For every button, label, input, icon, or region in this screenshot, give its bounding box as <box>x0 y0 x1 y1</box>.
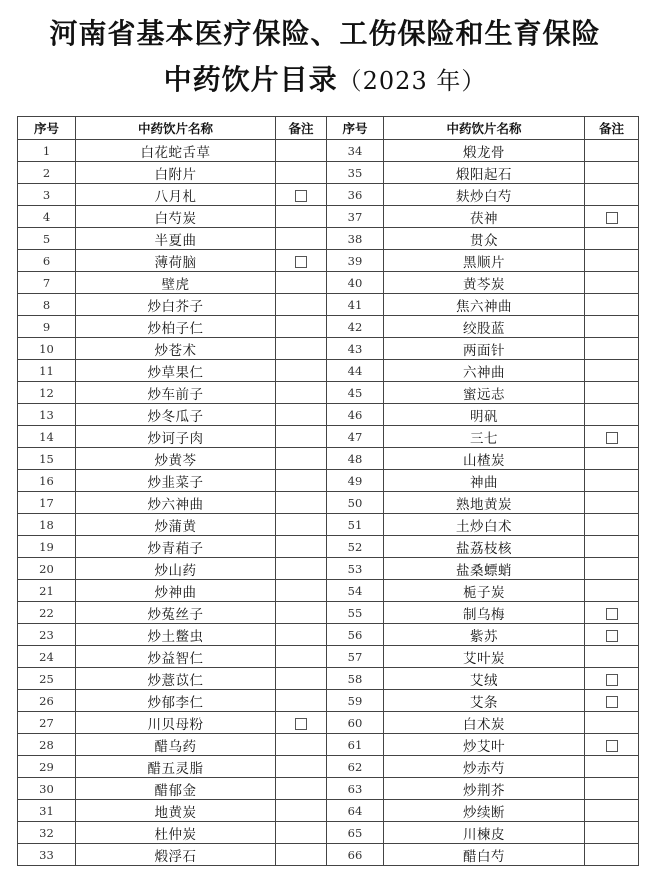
table-row <box>18 316 639 338</box>
herb-name-cell-left: 白芍炭 <box>76 206 276 228</box>
herb-name-cell-left: 炒黄芩 <box>76 448 276 470</box>
seq-cell-right: 65 <box>327 822 384 844</box>
note-cell-left <box>276 800 327 822</box>
table-row <box>18 184 639 206</box>
header-name-left: 中药饮片名称 <box>76 117 276 140</box>
seq-cell-left: 2 <box>18 162 76 184</box>
seq-cell-right: 45 <box>327 382 384 404</box>
seq-cell-left: 7 <box>18 272 76 294</box>
table-body <box>18 140 639 866</box>
note-cell-left <box>276 382 327 404</box>
herb-name-cell-right: 制乌梅 <box>384 602 585 624</box>
herb-name-cell-right: 栀子炭 <box>384 580 585 602</box>
herb-name-cell-left: 地黄炭 <box>76 800 276 822</box>
note-cell-left <box>276 206 327 228</box>
seq-cell-left: 25 <box>18 668 76 690</box>
note-cell-right <box>585 206 639 228</box>
seq-cell-left: 32 <box>18 822 76 844</box>
note-cell-left <box>276 228 327 250</box>
note-cell-right <box>585 712 639 734</box>
note-cell-right <box>585 360 639 382</box>
herb-name-cell-left: 炒车前子 <box>76 382 276 404</box>
note-cell-left <box>276 712 327 734</box>
note-cell-left <box>276 602 327 624</box>
herb-name-cell-right: 黄芩炭 <box>384 272 585 294</box>
note-cell-right <box>585 646 639 668</box>
note-cell-right <box>585 734 639 756</box>
herb-name-cell-left: 炒土鳖虫 <box>76 624 276 646</box>
note-cell-left <box>276 558 327 580</box>
note-cell-left <box>276 184 327 206</box>
seq-cell-left: 6 <box>18 250 76 272</box>
seq-cell-right: 34 <box>327 140 384 162</box>
seq-cell-right: 49 <box>327 470 384 492</box>
note-cell-right <box>585 756 639 778</box>
document-title: 河南省基本医疗保险、工伤保险和生育保险 <box>49 17 601 50</box>
herb-name-cell-left: 炒神曲 <box>76 580 276 602</box>
empty-checkbox-icon <box>295 256 307 268</box>
herb-name-cell-left: 醋乌药 <box>76 734 276 756</box>
seq-cell-left: 30 <box>18 778 76 800</box>
herb-name-cell-left: 炒菟丝子 <box>76 602 276 624</box>
herbal-catalog-table <box>17 116 639 866</box>
note-cell-right <box>585 426 639 448</box>
seq-cell-left: 33 <box>18 844 76 866</box>
herb-name-cell-right: 绞股蓝 <box>384 316 585 338</box>
seq-cell-left: 27 <box>18 712 76 734</box>
subtitle-year: （2023 年） <box>337 67 487 95</box>
seq-cell-right: 43 <box>327 338 384 360</box>
seq-cell-left: 17 <box>18 492 76 514</box>
herb-name-cell-left: 炒薏苡仁 <box>76 668 276 690</box>
note-cell-left <box>276 646 327 668</box>
seq-cell-right: 40 <box>327 272 384 294</box>
table-row <box>18 602 639 624</box>
note-cell-right <box>585 690 639 712</box>
herb-name-cell-right: 焦六神曲 <box>384 294 585 316</box>
herb-name-cell-left: 八月札 <box>76 184 276 206</box>
note-cell-right <box>585 470 639 492</box>
empty-checkbox-icon <box>606 432 618 444</box>
seq-cell-right: 51 <box>327 514 384 536</box>
table-row <box>18 140 639 162</box>
seq-cell-left: 5 <box>18 228 76 250</box>
seq-cell-left: 3 <box>18 184 76 206</box>
seq-cell-right: 64 <box>327 800 384 822</box>
note-cell-left <box>276 338 327 360</box>
table-row <box>18 294 639 316</box>
empty-checkbox-icon <box>606 608 618 620</box>
seq-cell-left: 28 <box>18 734 76 756</box>
note-cell-left <box>276 822 327 844</box>
note-cell-right <box>585 294 639 316</box>
seq-cell-right: 58 <box>327 668 384 690</box>
note-cell-right <box>585 316 639 338</box>
seq-cell-left: 15 <box>18 448 76 470</box>
note-cell-left <box>276 756 327 778</box>
note-cell-left <box>276 404 327 426</box>
note-cell-left <box>276 624 327 646</box>
note-cell-left <box>276 690 327 712</box>
table-row <box>18 470 639 492</box>
empty-checkbox-icon <box>606 696 618 708</box>
header-note-right: 备注 <box>585 117 639 140</box>
table-row <box>18 338 639 360</box>
seq-cell-left: 14 <box>18 426 76 448</box>
note-cell-right <box>585 448 639 470</box>
herb-name-cell-right: 艾绒 <box>384 668 585 690</box>
note-cell-right <box>585 624 639 646</box>
note-cell-right <box>585 800 639 822</box>
seq-cell-right: 60 <box>327 712 384 734</box>
seq-cell-left: 26 <box>18 690 76 712</box>
note-cell-left <box>276 250 327 272</box>
herb-name-cell-right: 蜜远志 <box>384 382 585 404</box>
herb-name-cell-left: 半夏曲 <box>76 228 276 250</box>
table-row <box>18 250 639 272</box>
seq-cell-right: 52 <box>327 536 384 558</box>
seq-cell-left: 8 <box>18 294 76 316</box>
herb-name-cell-right: 土炒白术 <box>384 514 585 536</box>
seq-cell-right: 50 <box>327 492 384 514</box>
herb-name-cell-right: 煅龙骨 <box>384 140 585 162</box>
note-cell-left <box>276 316 327 338</box>
seq-cell-left: 31 <box>18 800 76 822</box>
herb-name-cell-left: 壁虎 <box>76 272 276 294</box>
herb-name-cell-right: 艾叶炭 <box>384 646 585 668</box>
document-subtitle <box>0 60 650 101</box>
herb-name-cell-right: 神曲 <box>384 470 585 492</box>
note-cell-left <box>276 492 327 514</box>
herb-name-cell-left: 薄荷脑 <box>76 250 276 272</box>
note-cell-left <box>276 294 327 316</box>
seq-cell-right: 56 <box>327 624 384 646</box>
note-cell-left <box>276 426 327 448</box>
table-row <box>18 228 639 250</box>
table-row <box>18 404 639 426</box>
note-cell-right <box>585 382 639 404</box>
table-row <box>18 822 639 844</box>
herb-name-cell-left: 煅浮石 <box>76 844 276 866</box>
table-row <box>18 624 639 646</box>
seq-cell-right: 42 <box>327 316 384 338</box>
table-row <box>18 162 639 184</box>
herb-name-cell-right: 麸炒白芍 <box>384 184 585 206</box>
herb-name-cell-right: 黑顺片 <box>384 250 585 272</box>
herb-name-cell-right: 醋白芍 <box>384 844 585 866</box>
seq-cell-left: 18 <box>18 514 76 536</box>
seq-cell-right: 47 <box>327 426 384 448</box>
note-cell-right <box>585 492 639 514</box>
note-cell-left <box>276 514 327 536</box>
note-cell-left <box>276 734 327 756</box>
table-row <box>18 756 639 778</box>
seq-cell-left: 1 <box>18 140 76 162</box>
seq-cell-left: 19 <box>18 536 76 558</box>
note-cell-right <box>585 822 639 844</box>
header-note-left: 备注 <box>276 117 327 140</box>
herb-name-cell-left: 杜仲炭 <box>76 822 276 844</box>
herb-name-cell-left: 炒韭菜子 <box>76 470 276 492</box>
note-cell-left <box>276 580 327 602</box>
table-row <box>18 558 639 580</box>
herb-name-cell-right: 茯神 <box>384 206 585 228</box>
header-name-right: 中药饮片名称 <box>384 117 585 140</box>
herb-name-cell-right: 炒艾叶 <box>384 734 585 756</box>
herb-name-cell-left: 炒柏子仁 <box>76 316 276 338</box>
table-row <box>18 360 639 382</box>
seq-cell-right: 59 <box>327 690 384 712</box>
note-cell-right <box>585 338 639 360</box>
herb-name-cell-right: 两面针 <box>384 338 585 360</box>
note-cell-right <box>585 140 639 162</box>
seq-cell-left: 22 <box>18 602 76 624</box>
herb-name-cell-left: 炒苍术 <box>76 338 276 360</box>
seq-cell-left: 12 <box>18 382 76 404</box>
note-cell-right <box>585 162 639 184</box>
table-row <box>18 580 639 602</box>
note-cell-right <box>585 844 639 866</box>
seq-cell-right: 55 <box>327 602 384 624</box>
seq-cell-left: 29 <box>18 756 76 778</box>
seq-cell-right: 46 <box>327 404 384 426</box>
note-cell-right <box>585 580 639 602</box>
herb-name-cell-left: 炒郁李仁 <box>76 690 276 712</box>
seq-cell-right: 62 <box>327 756 384 778</box>
herb-name-cell-left: 炒益智仁 <box>76 646 276 668</box>
seq-cell-right: 37 <box>327 206 384 228</box>
table-row <box>18 206 639 228</box>
note-cell-right <box>585 668 639 690</box>
seq-cell-right: 63 <box>327 778 384 800</box>
herb-name-cell-right: 盐荔枝核 <box>384 536 585 558</box>
herb-name-cell-right: 明矾 <box>384 404 585 426</box>
herb-name-cell-right: 紫苏 <box>384 624 585 646</box>
note-cell-left <box>276 448 327 470</box>
herb-name-cell-left: 炒诃子肉 <box>76 426 276 448</box>
note-cell-left <box>276 140 327 162</box>
seq-cell-right: 35 <box>327 162 384 184</box>
herb-name-cell-right: 白术炭 <box>384 712 585 734</box>
seq-cell-left: 11 <box>18 360 76 382</box>
empty-checkbox-icon <box>295 718 307 730</box>
seq-cell-left: 21 <box>18 580 76 602</box>
herb-name-cell-left: 川贝母粉 <box>76 712 276 734</box>
herb-name-cell-right: 熟地黄炭 <box>384 492 585 514</box>
herb-name-cell-left: 醋郁金 <box>76 778 276 800</box>
table-row <box>18 536 639 558</box>
seq-cell-left: 23 <box>18 624 76 646</box>
seq-cell-right: 66 <box>327 844 384 866</box>
note-cell-right <box>585 184 639 206</box>
herb-name-cell-right: 山楂炭 <box>384 448 585 470</box>
table-row <box>18 800 639 822</box>
table-row <box>18 734 639 756</box>
empty-checkbox-icon <box>606 740 618 752</box>
seq-cell-left: 13 <box>18 404 76 426</box>
note-cell-right <box>585 404 639 426</box>
table-row <box>18 690 639 712</box>
note-cell-right <box>585 272 639 294</box>
note-cell-right <box>585 602 639 624</box>
empty-checkbox-icon <box>295 190 307 202</box>
herb-name-cell-right: 艾条 <box>384 690 585 712</box>
seq-cell-right: 57 <box>327 646 384 668</box>
seq-cell-right: 39 <box>327 250 384 272</box>
seq-cell-right: 41 <box>327 294 384 316</box>
note-cell-right <box>585 250 639 272</box>
herb-name-cell-right: 炒荆芥 <box>384 778 585 800</box>
table-row <box>18 712 639 734</box>
empty-checkbox-icon <box>606 212 618 224</box>
table-header-row <box>18 117 639 140</box>
note-cell-left <box>276 162 327 184</box>
note-cell-right <box>585 558 639 580</box>
herb-name-cell-right: 三七 <box>384 426 585 448</box>
herb-name-cell-left: 炒蒲黄 <box>76 514 276 536</box>
seq-cell-right: 61 <box>327 734 384 756</box>
note-cell-left <box>276 778 327 800</box>
herb-name-cell-right: 炒续断 <box>384 800 585 822</box>
herb-name-cell-right: 炒赤芍 <box>384 756 585 778</box>
note-cell-right <box>585 228 639 250</box>
seq-cell-right: 48 <box>327 448 384 470</box>
note-cell-left <box>276 272 327 294</box>
seq-cell-right: 54 <box>327 580 384 602</box>
herb-name-cell-right: 贯众 <box>384 228 585 250</box>
seq-cell-left: 10 <box>18 338 76 360</box>
seq-cell-left: 4 <box>18 206 76 228</box>
herb-name-cell-left: 炒草果仁 <box>76 360 276 382</box>
empty-checkbox-icon <box>606 674 618 686</box>
note-cell-left <box>276 844 327 866</box>
herb-name-cell-left: 白花蛇舌草 <box>76 140 276 162</box>
herb-name-cell-right: 六神曲 <box>384 360 585 382</box>
note-cell-left <box>276 536 327 558</box>
subtitle-main: 中药饮片目录 <box>163 63 338 96</box>
header-seq-left: 序号 <box>18 117 76 140</box>
seq-cell-left: 20 <box>18 558 76 580</box>
herb-name-cell-left: 白附片 <box>76 162 276 184</box>
seq-cell-right: 44 <box>327 360 384 382</box>
note-cell-right <box>585 778 639 800</box>
note-cell-left <box>276 360 327 382</box>
note-cell-right <box>585 514 639 536</box>
herb-name-cell-right: 煅阳起石 <box>384 162 585 184</box>
herb-name-cell-right: 盐桑螵蛸 <box>384 558 585 580</box>
seq-cell-left: 24 <box>18 646 76 668</box>
herb-name-cell-left: 炒青葙子 <box>76 536 276 558</box>
table-row <box>18 426 639 448</box>
note-cell-right <box>585 536 639 558</box>
seq-cell-right: 53 <box>327 558 384 580</box>
seq-cell-right: 36 <box>327 184 384 206</box>
table-row <box>18 448 639 470</box>
herb-name-cell-left: 炒山药 <box>76 558 276 580</box>
table-row <box>18 492 639 514</box>
herb-name-cell-left: 醋五灵脂 <box>76 756 276 778</box>
table-row <box>18 668 639 690</box>
herb-name-cell-left: 炒冬瓜子 <box>76 404 276 426</box>
table-row <box>18 844 639 866</box>
herb-name-cell-left: 炒白芥子 <box>76 294 276 316</box>
table-row <box>18 382 639 404</box>
seq-cell-left: 9 <box>18 316 76 338</box>
table-row <box>18 646 639 668</box>
herb-name-cell-right: 川楝皮 <box>384 822 585 844</box>
table-row <box>18 778 639 800</box>
seq-cell-right: 38 <box>327 228 384 250</box>
table-row <box>18 272 639 294</box>
table-row <box>18 514 639 536</box>
note-cell-left <box>276 470 327 492</box>
seq-cell-left: 16 <box>18 470 76 492</box>
note-cell-left <box>276 668 327 690</box>
empty-checkbox-icon <box>606 630 618 642</box>
header-seq-right: 序号 <box>327 117 384 140</box>
herb-name-cell-left: 炒六神曲 <box>76 492 276 514</box>
